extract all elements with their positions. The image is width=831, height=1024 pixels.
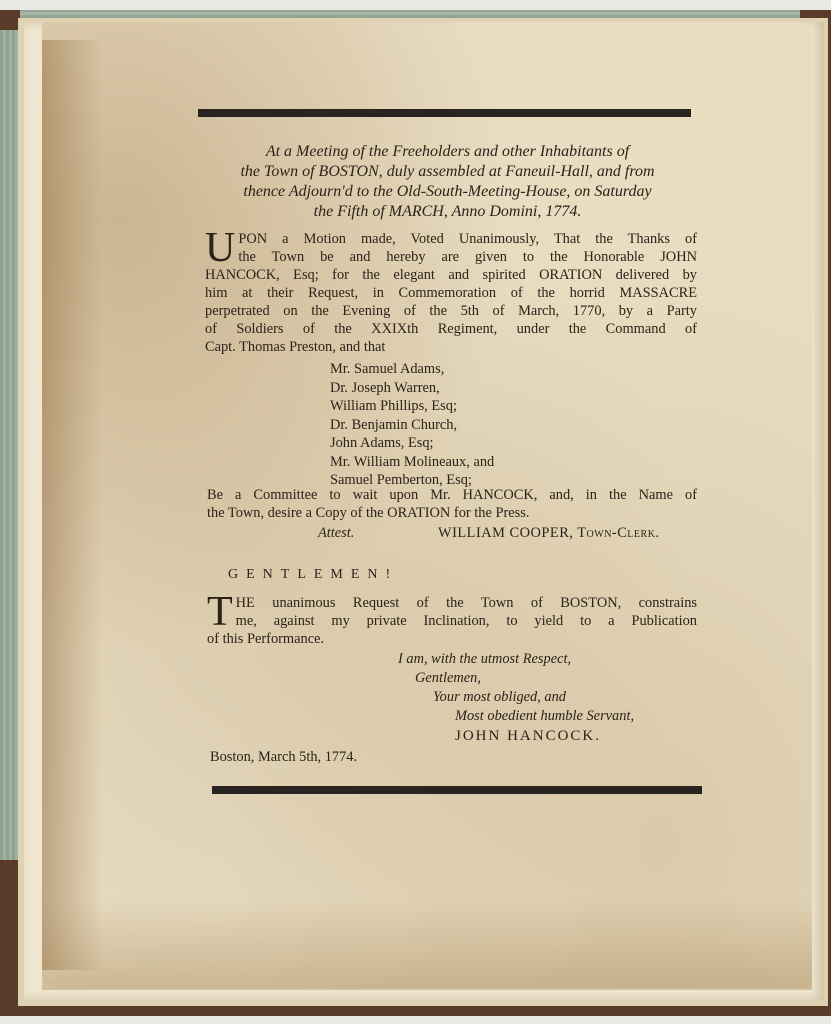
motion-line-4: him at their Request, in Commemoration of the horrid MASSACRE [205,285,697,301]
motion-line-7: Capt. Thomas Preston, and that [205,339,386,355]
resolution-line-2: the Town, desire a Copy of the ORATION for the Press. [207,505,530,521]
reply-line-2: me, against my private Inclination, to yield to a Publication [235,613,697,629]
committee-member: Dr. Joseph Warren, [330,379,440,396]
stain-bottom [42,900,812,990]
motion-line-6: of Soldiers of the XXIXth Regiment, under the Command of [205,321,697,337]
committee-member: William Phillips, Esq; [330,398,457,414]
reply-dropcap: T [207,589,233,635]
committee-member: Samuel Pemberton, Esq; [330,472,472,488]
committee-member: Dr. Benjamin Church, [330,416,458,433]
motion-line-5: perpetrated on the Evening of the 5th of March, 1770, by a Party [205,303,697,319]
closing-line-2: Gentlemen, [415,670,481,686]
resolution-paragraph [207,486,697,522]
motion-paragraph [205,225,697,356]
motion-line-3: HANCOCK, Esq; for the elegant and spirited ORATION delivered by [205,267,697,283]
committee-member: Mr. William Molineaux, and [330,453,495,470]
committee-member: John Adams, Esq; [330,435,434,451]
meeting-line-1: At a Meeting of the Freeholders and other Inhabitants of [265,143,630,160]
reply-paragraph [207,589,697,648]
resolution-line-1: Be a Committee to wait upon Mr. HANCOCK, and, in the Name of [207,487,697,503]
closing-line-1: I am, with the utmost Respect, [398,651,572,667]
attest-name: WILLIAM COOPER, Town-Clerk. [438,525,660,541]
committee-member: Mr. Samuel Adams, [330,361,445,377]
meeting-line-4: the Fifth of MARCH, Anno Domini, 1774. [313,203,582,220]
meeting-heading [200,142,695,222]
committee-list [330,360,630,490]
stain-left [42,40,102,970]
dateline: Boston, March 5th, 1774. [210,749,358,765]
top-rule [198,109,691,117]
salutation: GENTLEMEN! [228,567,399,582]
reply-line-3: of this Performance. [207,631,325,647]
signature: JOHN HANCOCK. [455,728,602,744]
bottom-rule [212,786,702,794]
motion-dropcap: U [205,225,236,271]
closing-line-4: Most obedient humble Servant, [455,708,635,724]
reply-line-1: HE unanimous Request of the Town of BOSTON, constrains [235,595,697,611]
motion-line-2: the Town be and hereby are given to the Honorable JOHN [238,249,697,265]
motion-line-1: PON a Motion made, Voted Unanimously, That the Thanks of [238,231,697,247]
closing-line-3: Your most obliged, and [433,689,567,705]
meeting-line-3: thence Adjourn'd to the Old-South-Meeting-House, on Saturday [243,183,652,200]
meeting-line-2: the Town of BOSTON, duly assembled at Faneuil-Hall, and from [240,163,655,180]
attest-label: Attest. [318,525,355,541]
